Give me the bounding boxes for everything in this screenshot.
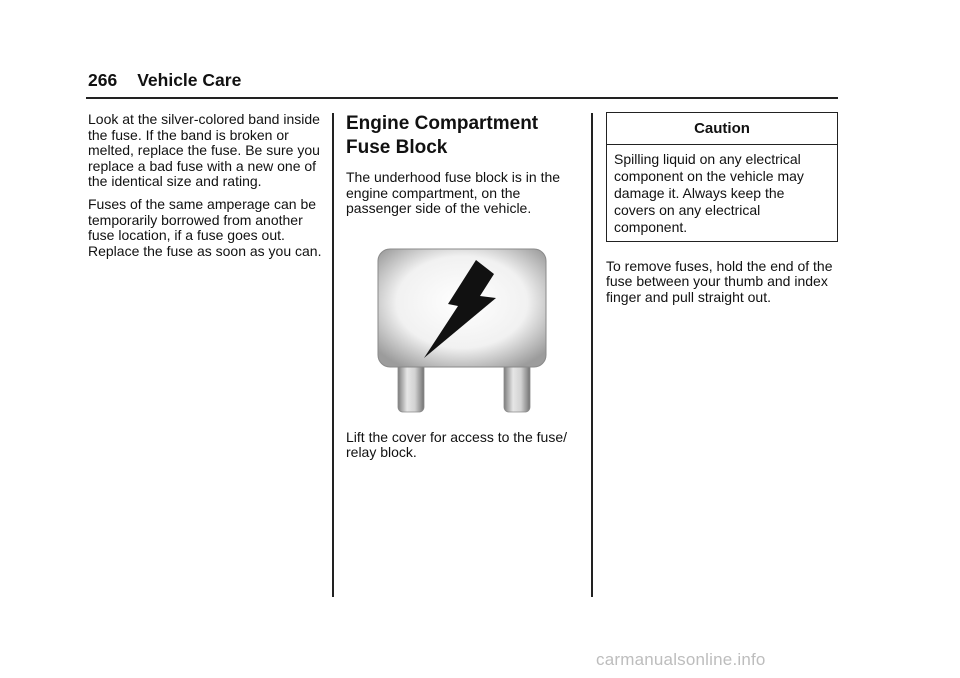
fuse-lightning-icon: [346, 224, 578, 424]
watermark: carmanualsonline.info: [596, 650, 766, 669]
fuse-figure: [346, 224, 578, 424]
caution-text: Spilling liquid on any electrical component on the vehicle may damage it. Always keep the covers on any electrical component.: [614, 150, 804, 235]
column-divider-right: [591, 113, 593, 597]
paragraph-fuse-borrowing: Fuses of the same amperage can be temporarily borrowed from another fuse location, if a fuse goes out. Replace the fuse as soon as you can.: [88, 195, 322, 259]
section-heading: Engine Compartment Fuse Block: [346, 113, 539, 158]
paragraph-fuse-inspection: Look at the silver-colored band inside the fuse. If the band is broken or melted, replace the fuse. Be sure you replace a bad fuse with a new one of the identical size and rating.: [88, 111, 320, 190]
caution-box: [606, 112, 838, 242]
paragraph-fuse-block-location: The underhood fuse block is in the engine compartment, on the passenger side of the vehicle.: [346, 169, 561, 217]
caution-title: Caution: [607, 113, 837, 145]
column-left: [88, 112, 324, 266]
column-divider-left: [332, 113, 334, 597]
column-middle: [346, 112, 578, 468]
page-number: 266: [88, 70, 118, 90]
section-title: Vehicle Care: [137, 70, 242, 90]
page-header: [88, 70, 241, 91]
header-rule: [86, 97, 838, 99]
paragraph-lift-cover: Lift the cover for access to the fuse/ relay block.: [346, 428, 567, 461]
paragraph-remove-fuses: To remove fuses, hold the end of the fuse between your thumb and index finger and pull straight out.: [606, 257, 833, 305]
column-right: [606, 112, 840, 312]
